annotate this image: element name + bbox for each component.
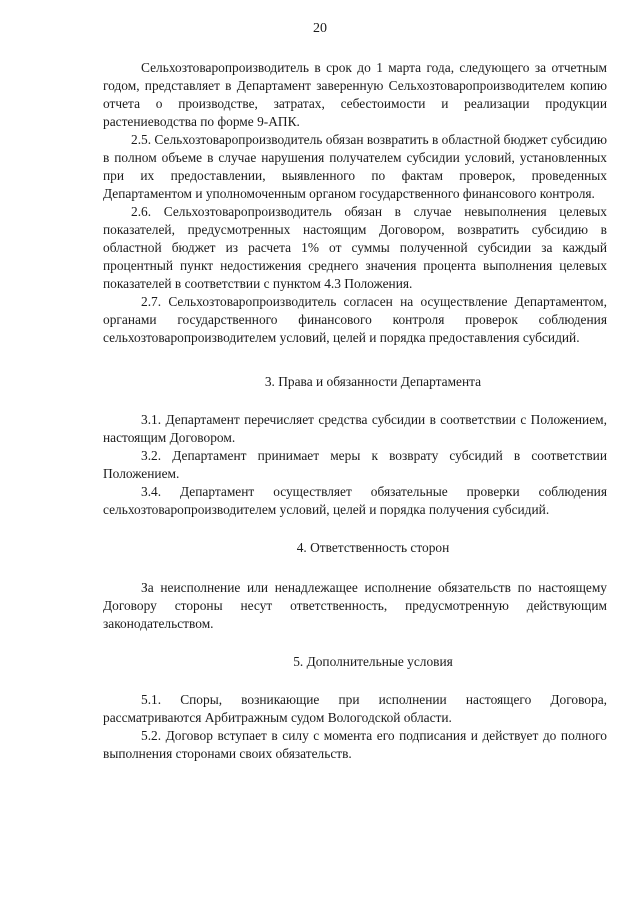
paragraph-2-7: 2.7. Сельхозтоваропроизводитель согласен на осуществление Департаментом, органами государственного финансового контроля проверок соблюдения сельхозтоваропроизводителем условий, целей и порядка предоставления субсидий. [103, 294, 607, 345]
paragraph-report-deadline: Сельхозтоваропроизводитель в срок до 1 марта года, следующего за отчетным годом, представляет в Департамент заверенную Сельхозтоваропроизводителем копию отчета о производстве, затратах, себестоимости и реализации продукции растениеводства по форме 9-АПК. [103, 60, 607, 129]
section-heading-4: 4. Ответственность сторон [296, 540, 450, 555]
paragraph-3-2: 3.2. Департамент принимает меры к возврату субсидий в соответствии Положением. [103, 448, 607, 481]
paragraph-5-2: 5.2. Договор вступает в силу с момента его подписания и действует до полного выполнения сторонами своих обязательств. [103, 728, 607, 761]
paragraph-5-1: 5.1. Споры, возникающие при исполнении настоящего Договора, рассматриваются Арбитражным судом Вологодской области. [103, 692, 607, 725]
paragraph-3-1: 3.1. Департамент перечисляет средства субсидии в соответствии с Положением, настоящим Договором. [103, 412, 607, 445]
section-heading-5: 5. Дополнительные условия [293, 654, 453, 669]
paragraph-2-5: 2.5. Сельхозтоваропроизводитель обязан возвратить в областной бюджет субсидию в полном объеме в случае нарушения получателем субсидии условий, установленных при их предоставлении, выявленного по фактам проверок, проведенных Департаментом и уполномоченным органом государственного финансового контроля. [103, 132, 607, 201]
paragraph-3-4: 3.4. Департамент осуществляет обязательные проверки соблюдения сельхозтоваропроизводителем условий, целей и порядка получения субсидий. [103, 484, 607, 517]
paragraph-liability: За неисполнение или ненадлежащее исполнение обязательств по настоящему Договору стороны несут ответственность, предусмотренную действующим законодательством. [103, 580, 607, 631]
paragraph-2-6: 2.6. Сельхозтоваропроизводитель обязан в случае невыполнения целевых показателей, предусмотренных настоящим Договором, возвратить субсидию в областной бюджет из расчета 1% от суммы полученной субсидии за каждый процентный пункт недостижения среднего значения процента выполнения целевых показателей в соответствии с пунктом 4.3 Положения. [103, 204, 607, 291]
section-heading-3: 3. Права и обязанности Департамента [264, 374, 482, 389]
page-number: 20 [313, 21, 327, 36]
document-body [103, 59, 607, 763]
